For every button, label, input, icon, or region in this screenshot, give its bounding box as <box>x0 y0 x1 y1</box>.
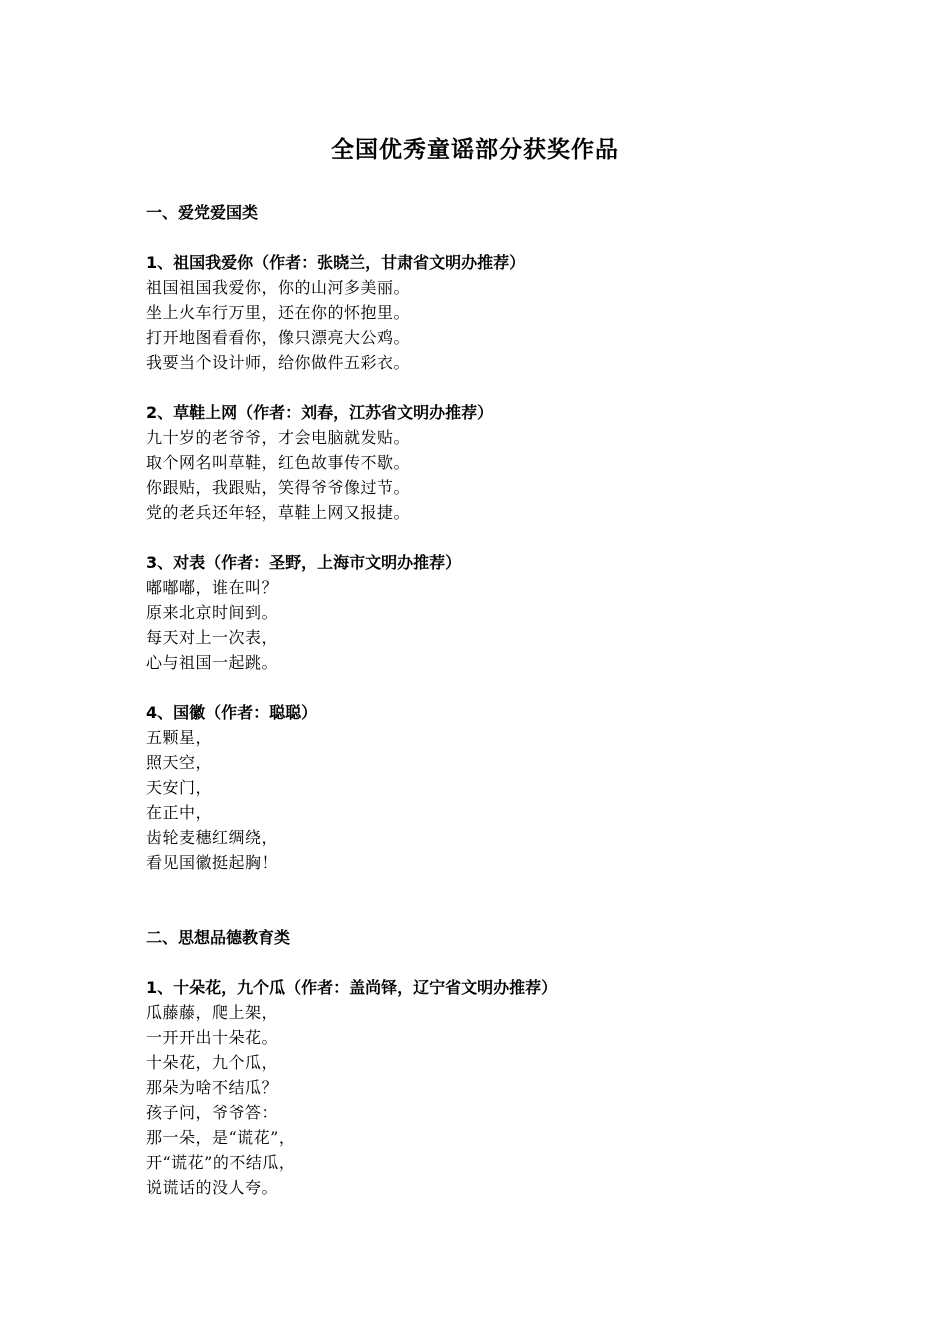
poem-line: 孩子问，爷爷答： <box>146 1103 279 1122</box>
poem-line: 五颗星， <box>146 728 213 747</box>
poem-heading: 1、祖国我爱你（作者：张晓兰，甘肃省文明办推荐） <box>146 253 526 272</box>
poem-line: 瓜藤藤，爬上架， <box>146 1003 279 1022</box>
poem-line: 齿轮麦穗红绸绕， <box>146 828 279 847</box>
poem-line: 说谎话的没人夸。 <box>146 1178 279 1197</box>
poem-line: 每天对上一次表， <box>146 628 279 647</box>
poem-line: 九十岁的老爷爷，才会电脑就发贴。 <box>146 428 411 447</box>
poem-line: 原来北京时间到。 <box>146 603 279 622</box>
document-body <box>146 200 866 1200</box>
poem-line: 十朵花，九个瓜， <box>146 1053 279 1072</box>
poem-line: 开“谎花”的不结瓜， <box>146 1153 296 1172</box>
poem-line: 心与祖国一起跳。 <box>146 653 279 672</box>
poem-line: 照天空， <box>146 753 213 772</box>
section-heading: 二、思想品德教育类 <box>146 928 291 947</box>
poem-line: 打开地图看看你，像只漂亮大公鸡。 <box>146 328 411 347</box>
poem-line: 你跟贴，我跟贴，笑得爷爷像过节。 <box>146 478 411 497</box>
poem-line: 那朵为啥不结瓜？ <box>146 1078 279 1097</box>
poem-line: 在正中， <box>146 803 213 822</box>
poem-line: 坐上火车行万里，还在你的怀抱里。 <box>146 303 411 322</box>
poem-line: 那一朵，是“谎花”， <box>146 1128 296 1147</box>
poem-line: 天安门， <box>146 778 213 797</box>
poem-heading: 1、十朵花，九个瓜（作者：盖尚铎，辽宁省文明办推荐） <box>146 978 558 997</box>
poem-heading: 2、草鞋上网（作者：刘春，江苏省文明办推荐） <box>146 403 494 422</box>
section-heading: 一、爱党爱国类 <box>146 203 259 222</box>
poem-heading: 4、国徽（作者：聪聪） <box>146 703 318 722</box>
poem-line: 看见国徽挺起胸！ <box>146 853 279 872</box>
poem-line: 一开开出十朵花。 <box>146 1028 279 1047</box>
poem-line: 嘟嘟嘟，谁在叫？ <box>146 578 279 597</box>
poem-line: 祖国祖国我爱你，你的山河多美丽。 <box>146 278 411 297</box>
poem-line: 取个网名叫草鞋，红色故事传不歇。 <box>146 453 411 472</box>
poem-heading: 3、对表（作者：圣野，上海市文明办推荐） <box>146 553 462 572</box>
poem-line: 党的老兵还年轻，草鞋上网又报捷。 <box>146 503 411 522</box>
poem-line: 我要当个设计师，给你做件五彩衣。 <box>146 353 411 372</box>
document-title: 全国优秀童谣部分获奖作品 <box>331 137 619 163</box>
